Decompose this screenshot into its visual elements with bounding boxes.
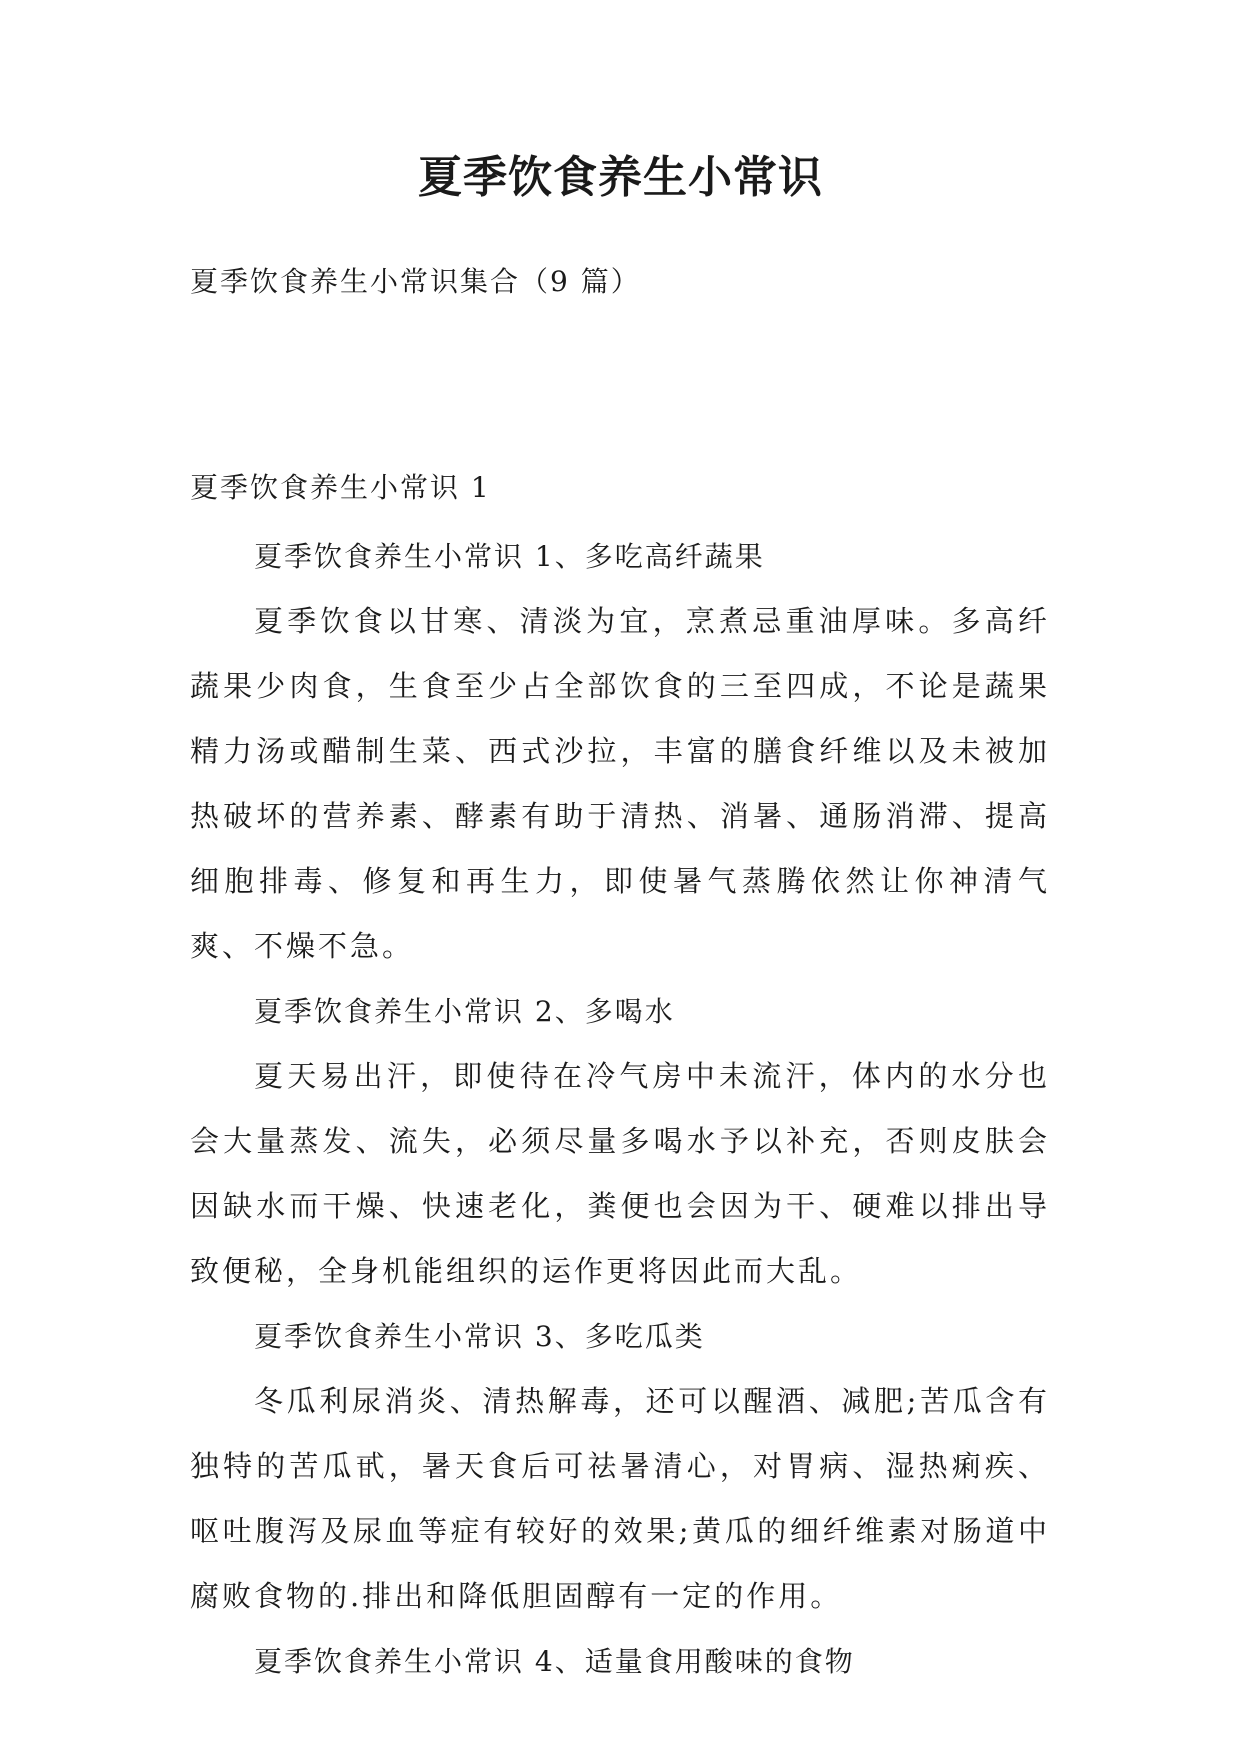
section-heading: 夏季饮食养生小常识 2、多喝水	[254, 995, 675, 1028]
body-paragraph: 夏天易出汗，即使待在冷气房中未流汗，体内的水分也会大量蒸发、流失，必须尽量多喝水予以补充，否则皮肤会因缺水而干燥、快速老化，粪便也会因为干、硬难以排出导致便秘，全身机能组织的运作更将因此而大乱。	[190, 1059, 1050, 1288]
section-heading: 夏季饮食养生小常识 4、适量食用酸味的食物	[254, 1645, 855, 1678]
body-paragraph: 夏季饮食以甘寒、清淡为宜，烹煮忌重油厚味。多高纤蔬果少肉食，生食至少占全部饮食的三至四成，不论是蔬果精力汤或醋制生菜、西式沙拉，丰富的膳食纤维以及未被加热破坏的营养素、酵素有助于清热、消暑、通肠消滞、提高细胞排毒、修复和再生力，即使暑气蒸腾依然让你神清气爽、不燥不急。	[190, 604, 1050, 963]
document-title: 夏季饮食养生小常识	[418, 152, 823, 203]
section-heading: 夏季饮食养生小常识 3、多吃瓜类	[254, 1320, 705, 1353]
section-heading: 夏季饮食养生小常识 1、多吃高纤蔬果	[254, 540, 765, 573]
body-paragraph: 冬瓜利尿消炎、清热解毒，还可以醒酒、减肥;苦瓜含有独特的苦瓜甙，暑天食后可祛暑清心，对胃病、湿热痢疾、呕吐腹泻及尿血等症有较好的效果;黄瓜的细纤维素对肠道中腐败食物的.排出和降低胆固醇有一定的作用。	[190, 1384, 1050, 1613]
section-title: 夏季饮食养生小常识 1	[190, 471, 491, 504]
document-body	[190, 524, 1050, 1694]
document-subtitle: 夏季饮食养生小常识集合（9 篇）	[190, 265, 641, 298]
